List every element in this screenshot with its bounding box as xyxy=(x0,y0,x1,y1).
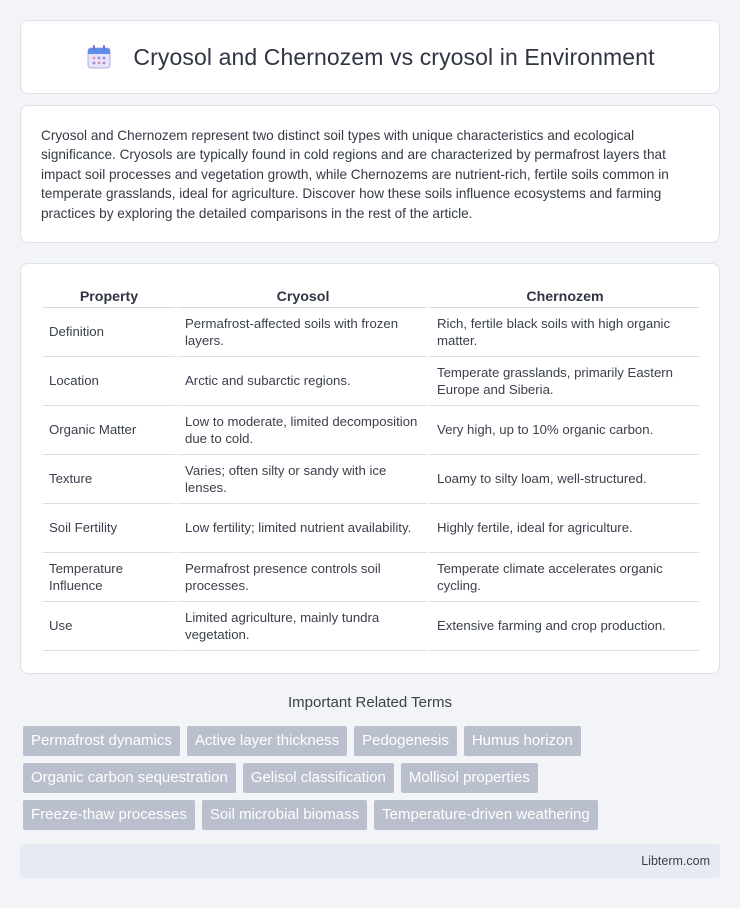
column-header-property: Property xyxy=(43,286,175,308)
comparison-table-card xyxy=(20,263,720,674)
table-row xyxy=(43,308,699,357)
property-cell: Soil Fertility xyxy=(43,504,175,553)
chernozem-cell: Temperate grasslands, primarily Eastern Europe and Siberia. xyxy=(427,357,699,406)
column-header-chernozem: Chernozem xyxy=(427,286,699,308)
tag-freeze-thaw-processes[interactable]: Freeze-thaw processes xyxy=(23,800,195,830)
cryosol-cell: Limited agriculture, mainly tundra vegetation. xyxy=(175,602,427,651)
tag-soil-microbial-biomass[interactable]: Soil microbial biomass xyxy=(202,800,367,830)
footer xyxy=(20,844,720,878)
cryosol-cell: Low fertility; limited nutrient availability. xyxy=(175,504,427,553)
cryosol-cell: Low to moderate, limited decomposition due to cold. xyxy=(175,406,427,455)
footer-site-link[interactable]: Libterm.com xyxy=(641,854,710,868)
chernozem-cell: Very high, up to 10% organic carbon. xyxy=(427,406,699,455)
cryosol-cell: Arctic and subarctic regions. xyxy=(175,357,427,406)
chernozem-cell: Temperate climate accelerates organic cycling. xyxy=(427,553,699,602)
property-cell: Definition xyxy=(43,308,175,357)
table-row xyxy=(43,504,699,553)
cryosol-cell: Varies; often silty or sandy with ice lenses. xyxy=(175,455,427,504)
related-terms-list xyxy=(23,726,723,837)
cryosol-cell: Permafrost-affected soils with frozen layers. xyxy=(175,308,427,357)
tag-permafrost-dynamics[interactable]: Permafrost dynamics xyxy=(23,726,180,756)
property-cell: Texture xyxy=(43,455,175,504)
chernozem-cell: Extensive farming and crop production. xyxy=(427,602,699,651)
tag-pedogenesis[interactable]: Pedogenesis xyxy=(354,726,457,756)
tag-temperature-driven-weathering[interactable]: Temperature-driven weathering xyxy=(374,800,598,830)
tag-mollisol-properties[interactable]: Mollisol properties xyxy=(401,763,538,793)
tag-organic-carbon-sequestration[interactable]: Organic carbon sequestration xyxy=(23,763,236,793)
tag-row xyxy=(23,763,723,793)
chernozem-cell: Rich, fertile black soils with high organic matter. xyxy=(427,308,699,357)
table-row xyxy=(43,602,699,651)
chernozem-cell: Loamy to silty loam, well-structured. xyxy=(427,455,699,504)
tag-row xyxy=(23,800,723,830)
table-row xyxy=(43,357,699,406)
intro-card xyxy=(20,105,720,243)
tag-row xyxy=(23,726,723,756)
property-cell: Organic Matter xyxy=(43,406,175,455)
page-title: Cryosol and Chernozem vs cryosol in Environment xyxy=(133,43,655,70)
tag-active-layer-thickness[interactable]: Active layer thickness xyxy=(187,726,347,756)
table-header-row xyxy=(43,286,699,308)
related-terms-heading: Important Related Terms xyxy=(288,694,452,711)
comparison-table xyxy=(43,286,699,651)
tag-humus-horizon[interactable]: Humus horizon xyxy=(464,726,581,756)
header-card xyxy=(20,20,720,94)
table-row xyxy=(43,406,699,455)
column-header-cryosol: Cryosol xyxy=(175,286,427,308)
chernozem-cell: Highly fertile, ideal for agriculture. xyxy=(427,504,699,553)
calendar-icon xyxy=(85,43,113,71)
cryosol-cell: Permafrost presence controls soil processes. xyxy=(175,553,427,602)
property-cell: Location xyxy=(43,357,175,406)
table-row xyxy=(43,553,699,602)
property-cell: Temperature Influence xyxy=(43,553,175,602)
intro-paragraph: Cryosol and Chernozem represent two distinct soil types with unique characteristics and ecological significance. Cryosols are typically found in cold regions and are characterized by permafrost layers that impact soil processes and vegetation growth, while Chernozems are nutrient-rich, fertile soils common in temperate grasslands, ideal for agriculture. Discover how these soils influence ecosystems and farming practices by exploring the detailed comparisons in the rest of the article. xyxy=(41,128,669,221)
table-row xyxy=(43,455,699,504)
property-cell: Use xyxy=(43,602,175,651)
tag-gelisol-classification[interactable]: Gelisol classification xyxy=(243,763,394,793)
